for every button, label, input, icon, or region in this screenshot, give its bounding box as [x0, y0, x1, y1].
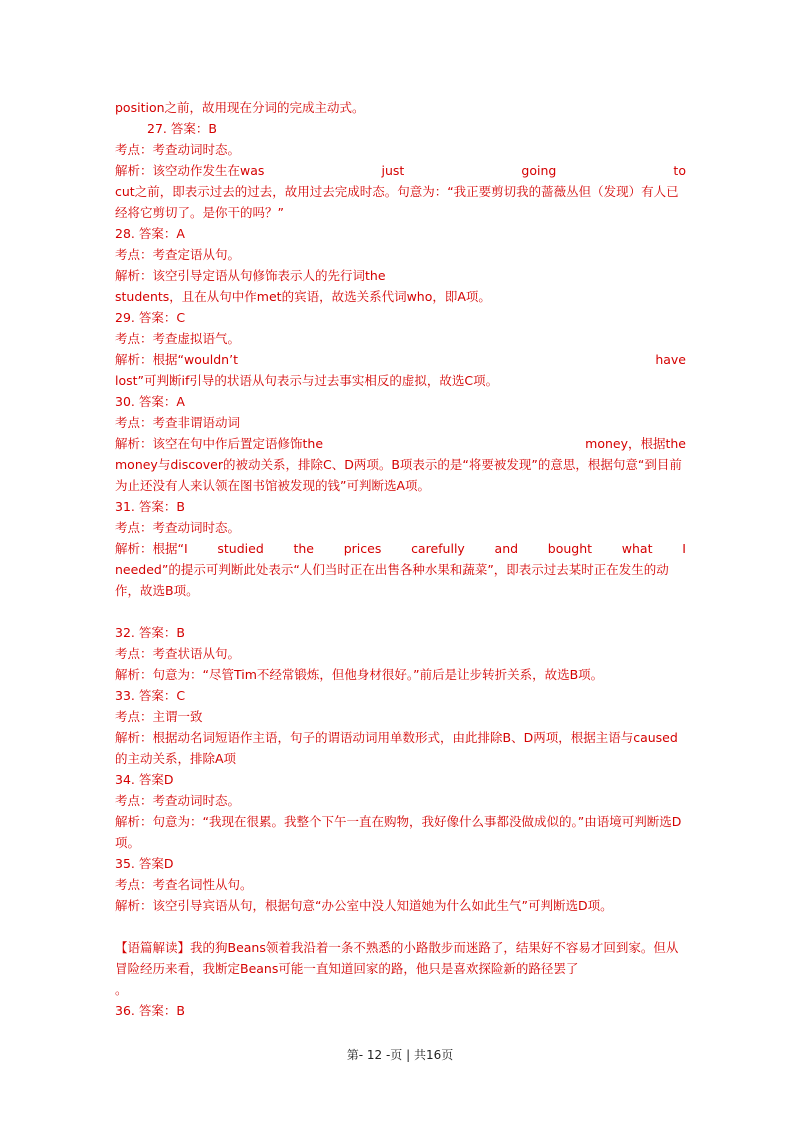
explanation-28-line1: 解析：该空引导定语从句修饰表示人的先行词the: [115, 268, 386, 283]
explanation-29: lost”可判断if引导的状语从句表示与过去事实相反的虚拟，故选C项。: [115, 373, 499, 388]
word: prices: [343, 541, 382, 556]
knowledge-point-34: 考点：考查动词时态。: [115, 793, 241, 808]
answer-content: [115, 97, 686, 1021]
explanation-34: 解析：句意为：“我现在很累。我整个下午一直在购物，我好像什么事都没做成似的。”由语境可判断选D项。: [115, 814, 682, 850]
knowledge-point-28: 考点：考查定语从句。: [115, 247, 241, 262]
answer-36: 36. 答案：B: [115, 1003, 185, 1018]
knowledge-point-33: 考点：主谓一致: [115, 709, 203, 724]
explanation-31-line1: [115, 538, 686, 559]
word: studied: [217, 541, 264, 556]
blank-line: [115, 601, 686, 622]
passage-summary: 【语篇解读】我的狗Beans领着我沿着一条不熟悉的小路散步而迷路了，结果好不容易才回到家。但从冒险经历来看，我断定Beans可能一直知道回家的路，他只是喜欢探险新的路径罢了: [115, 940, 679, 976]
explanation-27: cut之前，即表示过去的过去，故用过去完成时态。句意为：“我正要剪切我的蔷薇丛但（发现）有人已经将它剪切了。是你干的吗？”: [115, 184, 679, 220]
word: just: [381, 163, 405, 178]
knowledge-point-31: 考点：考查动词时态。: [115, 520, 241, 535]
explanation-32: 解析：句意为：“尽管Tim不经常锻炼，但他身材很好。”前后是让步转折关系，故选B项。: [115, 667, 604, 682]
word: have: [655, 352, 686, 367]
word: carefully: [411, 541, 465, 556]
word: 解析：该空在句中作后置定语修饰the: [115, 436, 324, 451]
answer-29: 29. 答案：C: [115, 310, 186, 325]
answer-34: 34. 答案D: [115, 772, 174, 787]
knowledge-point-32: 考点：考查状语从句。: [115, 646, 241, 661]
answer-33: 33. 答案：C: [115, 688, 186, 703]
word: money，根据the: [585, 436, 686, 451]
word: 解析：根据“wouldn’t: [115, 352, 238, 367]
knowledge-point-30: 考点：考查非谓语动词: [115, 415, 241, 430]
knowledge-point-27: 考点：考查动词时态。: [115, 142, 241, 157]
answer-28: 28. 答案：A: [115, 226, 185, 241]
text-line: position之前，故用现在分词的完成主动式。: [115, 100, 365, 115]
explanation-30: money与discover的被动关系，排除C、D两项。B项表示的是“将要被发现”的意思，根据句意“到目前为止还没有人来认领在图书馆被发现的钱”可判断选A项。: [115, 457, 682, 493]
word: bought: [547, 541, 593, 556]
word: I: [682, 541, 686, 556]
explanation-28-line2: students，且在从句中作met的宾语，故选关系代词who，即A项。: [115, 289, 491, 304]
answer-30: 30. 答案：A: [115, 394, 185, 409]
page-footer: 第- 12 -页 | 共16页: [346, 1048, 454, 1062]
answer-27: 27. 答案：B: [147, 121, 217, 136]
answer-35: 35. 答案D: [115, 856, 174, 871]
blank-line: [115, 916, 686, 937]
explanation-30-line1: [115, 433, 686, 454]
word: 解析：根据“I: [115, 541, 188, 556]
explanation-29-line1: [115, 349, 686, 370]
explanation-31: needed”的提示可判断此处表示“人们当时正在出售各种水果和蔬菜”，即表示过去某时正在发生的动作，故选B项。: [115, 562, 669, 598]
knowledge-point-29: 考点：考查虚拟语气。: [115, 331, 241, 346]
knowledge-point-35: 考点：考查名词性从句。: [115, 877, 253, 892]
explanation-35: 解析：该空引导宾语从句，根据句意“办公室中没人知道她为什么如此生气”可判断选D项。: [115, 898, 613, 913]
word: the: [293, 541, 314, 556]
word: to: [673, 163, 686, 178]
explanation-27-line1: [115, 160, 686, 181]
answer-32: 32. 答案：B: [115, 625, 185, 640]
passage-summary-end: 。: [115, 982, 128, 997]
answer-31: 31. 答案：B: [115, 499, 185, 514]
word: 解析：该空动作发生在was: [115, 163, 265, 178]
word: and: [494, 541, 519, 556]
explanation-33: 解析：根据动名词短语作主语，句子的谓语动词用单数形式，由此排除B、D两项，根据主语与caused的主动关系，排除A项: [115, 730, 678, 766]
word: going: [521, 163, 557, 178]
word: what: [621, 541, 653, 556]
